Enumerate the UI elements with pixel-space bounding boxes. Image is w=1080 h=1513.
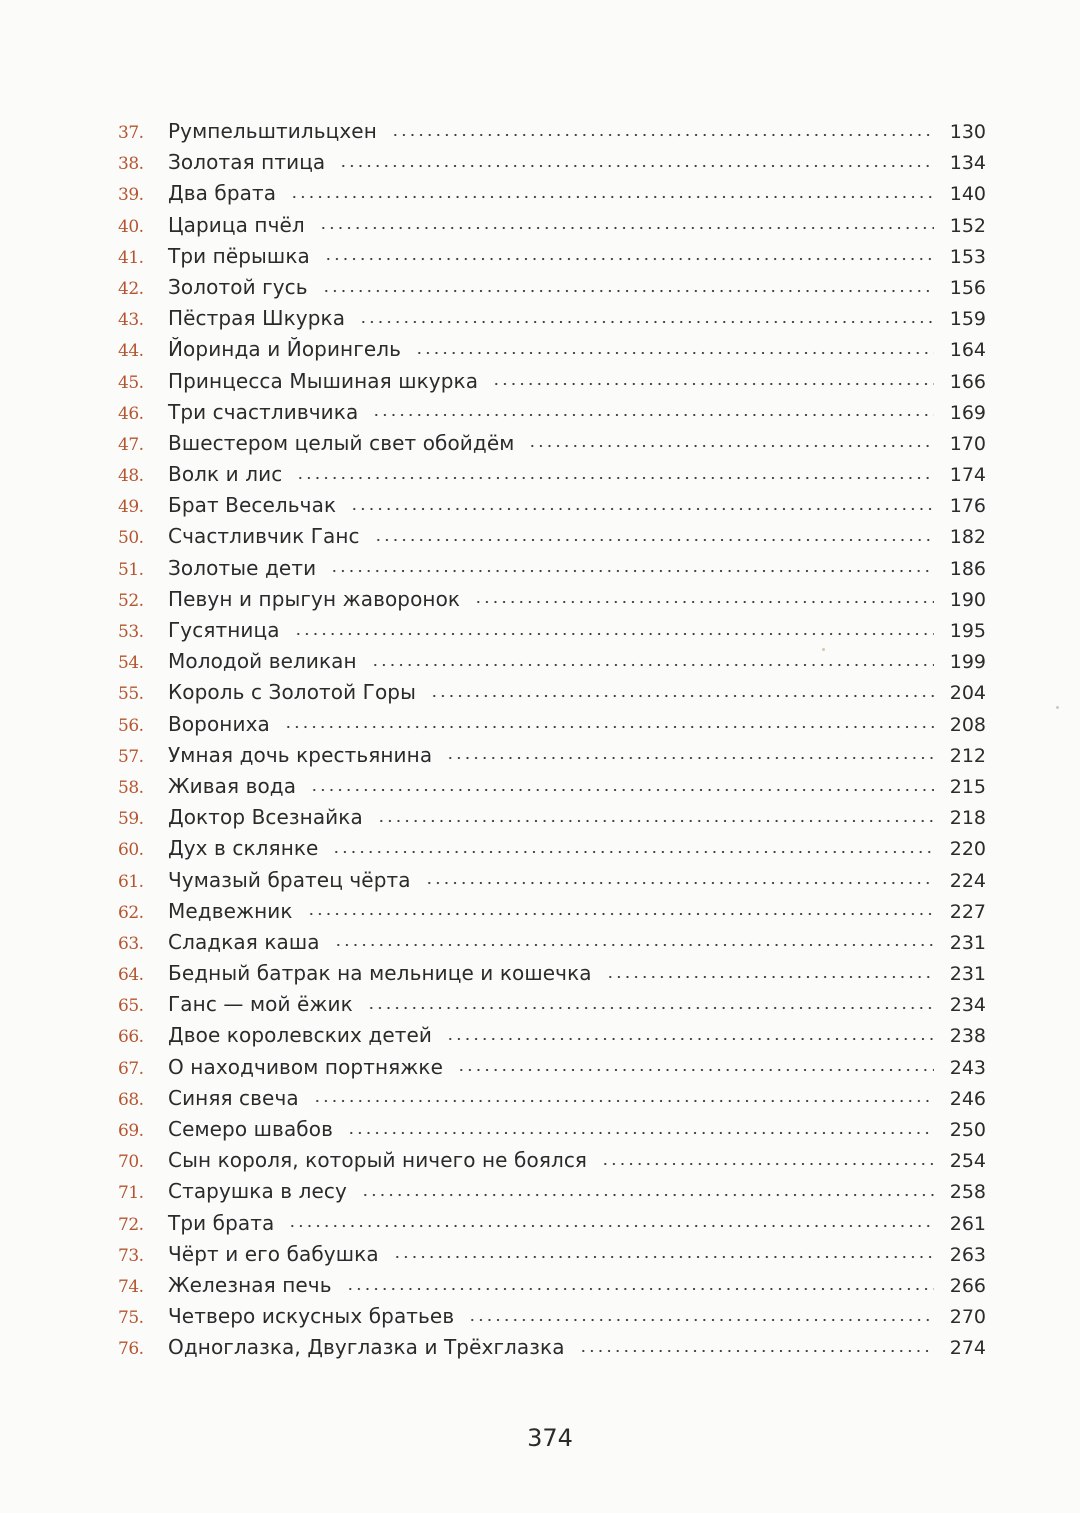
entry-title: Брат Весельчак: [168, 493, 337, 518]
dot-leader: [446, 756, 934, 760]
dot-leader: [374, 538, 934, 542]
entry-page-number: 195: [949, 620, 986, 642]
entry-title: Царица пчёл: [168, 212, 305, 237]
toc-entry: [118, 615, 986, 646]
entry-number: 64.: [118, 965, 144, 986]
entry-title: Принцесса Мышиная шкурка: [168, 368, 479, 393]
toc-entry: [118, 521, 986, 552]
dot-leader: [492, 382, 934, 386]
entry-page-number: 261: [949, 1212, 986, 1235]
dot-leader: [425, 881, 934, 885]
toc-entry: [118, 334, 986, 365]
dot-leader: [361, 1193, 934, 1197]
entry-title: Сладкая каша: [168, 929, 320, 954]
entry-number: 37.: [118, 123, 144, 143]
dot-leader: [446, 1037, 934, 1041]
dot-leader: [371, 663, 934, 667]
dot-leader: [474, 600, 934, 604]
toc-entry: [118, 958, 986, 989]
dot-leader: [359, 320, 934, 324]
dot-leader: [313, 1099, 934, 1103]
entry-page-number: 231: [949, 931, 986, 954]
entry-number: 46.: [118, 403, 144, 424]
dot-leader: [457, 1068, 934, 1072]
entry-number: 44.: [118, 341, 144, 362]
entry-number: 58.: [118, 777, 144, 798]
entry-page-number: 130: [949, 121, 986, 143]
toc-entry: [118, 1052, 986, 1083]
dot-leader: [347, 1131, 934, 1135]
entry-page-number: 274: [949, 1337, 986, 1360]
toc-entry: [118, 833, 986, 864]
entry-title: Три брата: [168, 1210, 275, 1235]
entry-title: Счастливчик Ганс: [168, 524, 360, 549]
entry-number: 62.: [118, 902, 144, 923]
entry-page-number: 227: [949, 900, 986, 923]
dot-leader: [334, 943, 934, 947]
toc-entry: [118, 771, 986, 802]
toc-entry: [118, 1239, 986, 1270]
entry-title: Живая вода: [168, 773, 297, 798]
dot-leader: [319, 226, 934, 230]
toc-entry: [118, 896, 986, 927]
entry-title: Чумазый братец чёрта: [168, 867, 411, 892]
dot-leader: [346, 1287, 934, 1291]
toc-entry: [118, 241, 986, 272]
entry-number: 70.: [118, 1152, 144, 1173]
entry-number: 55.: [118, 684, 144, 705]
entry-page-number: 199: [949, 651, 986, 674]
entry-number: 75.: [118, 1308, 144, 1329]
toc-entry: [118, 584, 986, 615]
entry-page-number: 258: [949, 1181, 986, 1204]
entry-number: 52.: [118, 590, 144, 611]
entry-title: Сын короля, который ничего не боялся: [168, 1148, 588, 1173]
entry-page-number: 166: [949, 370, 986, 393]
entry-number: 53.: [118, 622, 144, 642]
entry-page-number: 238: [949, 1025, 986, 1048]
entry-number: 39.: [118, 185, 144, 206]
toc-entry: [118, 1083, 986, 1114]
toc-entry: [118, 366, 986, 397]
entry-title: Семеро швабов: [168, 1117, 333, 1141]
entry-page-number: 224: [949, 869, 986, 892]
toc-entry: [118, 116, 986, 147]
dot-leader: [350, 507, 934, 511]
entry-title: Четверо искусных братьев: [168, 1304, 455, 1329]
entry-number: 48.: [118, 466, 144, 487]
entry-page-number: 153: [949, 245, 986, 268]
toc-entry: [118, 865, 986, 896]
toc-entry: [118, 490, 986, 521]
dot-leader: [294, 632, 934, 636]
toc-entry: [118, 1332, 986, 1363]
entry-page-number: 220: [949, 838, 986, 861]
entry-title: Ворониха: [168, 711, 270, 736]
toc-entry: [118, 428, 986, 459]
entry-title: Волк и лис: [168, 462, 283, 487]
toc-entry: [118, 1208, 986, 1239]
entry-title: Дух в склянке: [168, 836, 319, 861]
entry-title: Умная дочь крестьянина: [168, 742, 433, 767]
dot-leader: [468, 1318, 934, 1322]
entry-number: 54.: [118, 653, 144, 674]
entry-number: 56.: [118, 715, 144, 736]
dot-leader: [430, 694, 934, 698]
entry-page-number: 246: [949, 1087, 986, 1110]
dot-leader: [288, 1224, 934, 1228]
entry-number: 49.: [118, 497, 144, 518]
entry-title: Король с Золотой Горы: [168, 680, 416, 705]
paper-speck: [822, 648, 825, 651]
toc-entry: [118, 1020, 986, 1051]
entry-number: 68.: [118, 1089, 144, 1110]
entry-number: 76.: [118, 1339, 144, 1360]
entry-title: Гусятница: [168, 618, 280, 642]
entry-title: Три пёрышка: [168, 243, 310, 268]
entry-title: Золотой гусь: [168, 274, 308, 299]
toc-entry: [118, 740, 986, 771]
entry-page-number: 234: [949, 994, 986, 1017]
entry-number: 40.: [118, 216, 144, 237]
entry-page-number: 164: [949, 339, 986, 362]
toc-entry: [118, 178, 986, 209]
toc-entry: [118, 1114, 986, 1145]
entry-page-number: 243: [949, 1056, 986, 1079]
entry-page-number: 156: [949, 276, 986, 299]
dot-leader: [322, 289, 934, 293]
entry-number: 42.: [118, 278, 144, 299]
entry-number: 38.: [118, 154, 144, 175]
entry-page-number: 190: [949, 588, 986, 611]
toc-entry: [118, 1270, 986, 1301]
dot-leader: [307, 912, 934, 916]
entry-title: Молодой великан: [168, 649, 357, 674]
entry-number: 47.: [118, 434, 144, 455]
toc-entry: [118, 210, 986, 241]
entry-number: 72.: [118, 1214, 144, 1235]
entry-number: 41.: [118, 247, 144, 268]
dot-leader: [372, 413, 934, 417]
dot-leader: [391, 133, 934, 137]
entry-number: 57.: [118, 746, 144, 767]
toc-entry: [118, 303, 986, 334]
dot-leader: [330, 569, 934, 573]
toc-entry: [118, 802, 986, 833]
dot-leader: [367, 1006, 934, 1010]
entry-number: 66.: [118, 1027, 144, 1048]
entry-title: Медвежник: [168, 898, 293, 923]
entry-number: 74.: [118, 1276, 144, 1297]
toc-entry: [118, 709, 986, 740]
toc-entry: [118, 147, 986, 178]
page-number: 374: [527, 1424, 573, 1452]
entry-page-number: 263: [949, 1243, 986, 1266]
entry-number: 60.: [118, 840, 144, 861]
entry-number: 67.: [118, 1058, 144, 1079]
entry-page-number: 215: [949, 775, 986, 798]
entry-page-number: 140: [949, 183, 986, 206]
entry-page-number: 152: [949, 214, 986, 237]
entry-title: Пёстрая Шкурка: [168, 306, 346, 331]
entry-page-number: 170: [949, 432, 986, 455]
entry-title: Ганс — мой ёжик: [168, 992, 353, 1017]
toc-entry: [118, 1145, 986, 1176]
entry-title: О находчивом портняжке: [168, 1054, 443, 1079]
toc-entry: [118, 646, 986, 677]
entry-page-number: 250: [949, 1119, 986, 1141]
entry-page-number: 270: [949, 1306, 986, 1329]
table-of-contents: [118, 116, 986, 1364]
dot-leader: [296, 476, 934, 480]
entry-number: 73.: [118, 1245, 144, 1266]
dot-leader: [339, 164, 934, 168]
dot-leader: [606, 975, 934, 979]
entry-title: Золотые дети: [168, 555, 317, 580]
entry-page-number: 169: [949, 401, 986, 424]
entry-number: 51.: [118, 559, 144, 580]
entry-page-number: 212: [949, 744, 986, 767]
entry-page-number: 231: [949, 963, 986, 986]
entry-page-number: 208: [949, 713, 986, 736]
toc-entry: [118, 553, 986, 584]
entry-number: 45.: [118, 372, 144, 393]
entry-title: Одноглазка, Двуглазка и Трёхглазка: [168, 1335, 565, 1360]
entry-page-number: 134: [949, 152, 986, 175]
dot-leader: [290, 195, 934, 199]
entry-title: Певун и прыгун жаворонок: [168, 586, 461, 611]
dot-leader: [377, 819, 934, 823]
entry-number: 50.: [118, 528, 144, 549]
entry-page-number: 174: [949, 464, 986, 487]
entry-title: Доктор Всезнайка: [168, 805, 363, 830]
paper-speck: [1056, 706, 1059, 709]
entry-page-number: 204: [949, 682, 986, 705]
dot-leader: [528, 444, 934, 448]
entry-number: 43.: [118, 310, 144, 331]
toc-entry: [118, 989, 986, 1020]
entry-title: Йоринда и Йорингель: [168, 337, 402, 362]
entry-page-number: 159: [949, 308, 986, 331]
dot-leader: [579, 1349, 934, 1353]
entry-page-number: 182: [949, 526, 986, 549]
entry-number: 63.: [118, 933, 144, 954]
toc-entry: [118, 677, 986, 708]
toc-entry: [118, 1176, 986, 1207]
toc-entry: [118, 927, 986, 958]
entry-title: Старушка в лесу: [168, 1179, 347, 1204]
entry-number: 59.: [118, 809, 144, 830]
entry-page-number: 176: [949, 495, 986, 518]
entry-title: Вшестером целый свет обойдём: [168, 430, 515, 455]
entry-page-number: 186: [949, 557, 986, 580]
entry-number: 71.: [118, 1183, 144, 1204]
entry-title: Синяя свеча: [168, 1085, 299, 1110]
entry-number: 69.: [118, 1121, 144, 1141]
dot-leader: [393, 1255, 934, 1259]
dot-leader: [284, 725, 934, 729]
entry-number: 61.: [118, 871, 144, 892]
entry-title: Два брата: [168, 181, 277, 206]
entry-title: Чёрт и его бабушка: [168, 1241, 379, 1266]
entry-page-number: 218: [949, 807, 986, 830]
toc-entry: [118, 272, 986, 303]
dot-leader: [310, 788, 934, 792]
dot-leader: [332, 850, 934, 854]
entry-title: Бедный батрак на мельнице и кошечка: [168, 961, 592, 986]
entry-title: Румпельштильцхен: [168, 119, 377, 143]
entry-title: Двое королевских детей: [168, 1023, 432, 1048]
entry-title: Железная печь: [168, 1272, 332, 1297]
entry-number: 65.: [118, 996, 144, 1017]
dot-leader: [601, 1162, 934, 1166]
entry-title: Золотая птица: [168, 150, 326, 175]
toc-entry: [118, 1301, 986, 1332]
dot-leader: [324, 257, 934, 261]
toc-entry: [118, 397, 986, 428]
entry-page-number: 254: [949, 1150, 986, 1173]
toc-entry: [118, 459, 986, 490]
dot-leader: [415, 351, 934, 355]
entry-page-number: 266: [949, 1274, 986, 1297]
entry-title: Три счастливчика: [168, 399, 359, 424]
